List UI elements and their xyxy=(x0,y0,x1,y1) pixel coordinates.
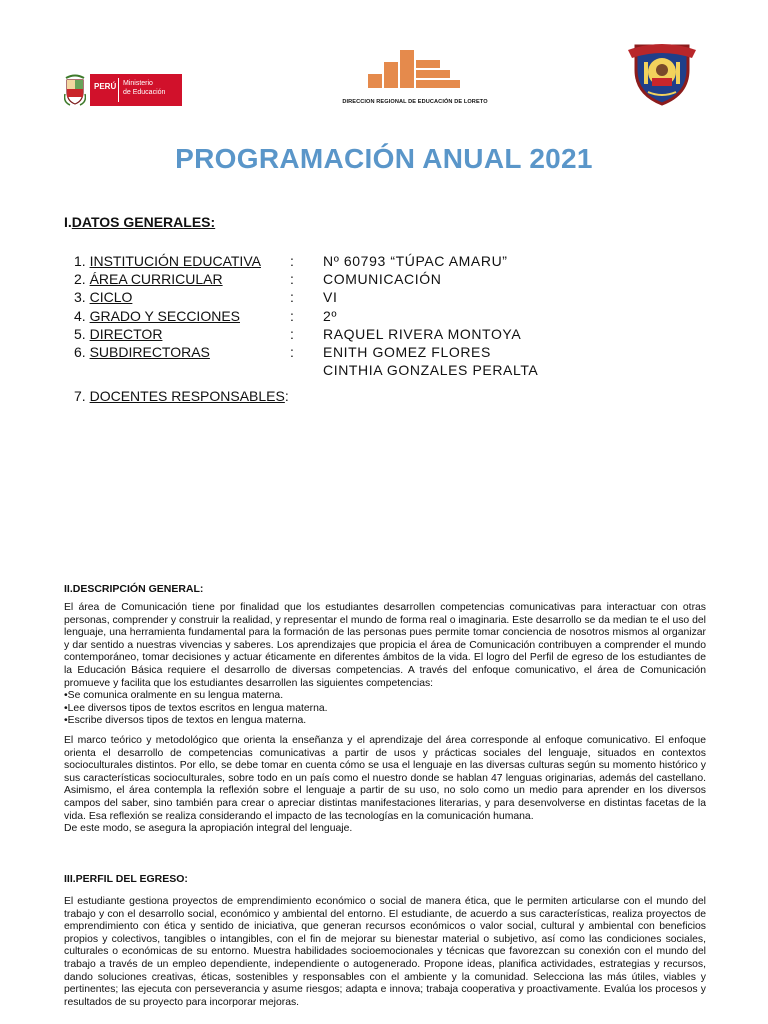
datos-row-label xyxy=(74,307,240,325)
datos-row-number: 2. xyxy=(74,271,86,288)
descripcion-paragraph-2: El marco teórico y metodológico que orienta la enseñanza y el aprendizaje del área corresponde al enfoque comunicativo. El enfoque orienta el desarrollo de competencias comunicativas a partir de usos y prácticas sociales del lenguaje, situados en contextos socioculturales distintos. Por ello, se debe tomar en cuenta cómo se usa el lenguaje en las diversas culturas según su momento histórico y sus características socioculturales, sobre todo en un país como el nuestro donde se hablan 47 lenguas originarias, además del castellano. Asimismo, el área contempla la reflexión sobre el lenguaje a partir de su uso, no solo como un medio para aprender en los diversos campos del saber, sino también para crear o apreciar distintas manifestaciones literarias, y para desenvolverse en distintas facetas de la vida. Esa reflexión se realiza considerando el impacto de las tecnologías en la comunicación humana. xyxy=(64,734,706,822)
competencia-item: •Lee diversos tipos de textos escritos en lengua materna. xyxy=(64,702,328,714)
peru-coat-of-arms-icon xyxy=(64,74,86,106)
descripcion-paragraph-3: De este modo, se asegura la apropiación integral del lenguaje. xyxy=(64,823,353,835)
datos-row-label xyxy=(74,270,223,288)
peru-divider xyxy=(118,78,119,102)
perfil-paragraph-1: El estudiante gestiona proyectos de emprendimiento económico o social de manera ética, que le permiten articularse con el mundo del trabajo y con el desarrollo social, económico y ambiental del entorno. El estudiante, de acuerdo a sus características, realiza proyectos de emprendimiento con ética y sentido de iniciativa, que generan recursos económicos o valor social, cultural y ambiental con beneficios propios y colectivos, tangibles o intangibles, con el fin de mejorar su bienestar material o subjetivo, así como las condiciones sociales, culturales o económicas de su entorno. Muestra habilidades socioemocionales y técnicas que favorezcan su conexión con el mundo del trabajo a través de un empleo dependiente, independiente o autogenerado. Propone ideas, planifica actividades, estrategias y recursos, dando soluciones creativas, éticas, sostenibles y responsables con el ambiente y la comunidad. Selecciona las más útiles, viables y pertinentes; las ejecuta con perseverancia y asume riesgos; adapta e innova; trabaja cooperativa y proactivamente. Evalúa los procesos y resultados de su proyecto para incorporar mejoras. xyxy=(64,896,706,1008)
section-descripcion-heading: II.DESCRIPCIÓN GENERAL: xyxy=(64,583,204,595)
descripcion-paragraph-1: El área de Comunicación tiene por finalidad que los estudiantes desarrollen competencias comunicativas para interactuar con otras personas, comprender y construir la realidad, y representar el mundo de forma real o imaginaria. Este desarrollo se da median te el uso del lenguaje, una herramienta fundamental para la formación de las personas pues permite tomar conciencia de nosotros mismos al organizar y dar sentido a nuestras vivencias y saberes. Los aprendizajes que propicia el área de Comunicación contribuyen a comprender el mundo contemporáneo, tomar decisiones y actuar éticamente en diferentes ámbitos de la vida. El logro del Perfil de egreso de los estudiantes de la Educación Básica requiere el desarrollo de diversas competencias. A través del enfoque comunicativo, el área de Comunicación promueve y facilita que los estudiantes desarrollen las siguientes competencias: xyxy=(64,602,706,689)
dre-loreto-logo-icon xyxy=(368,48,462,92)
datos-row-number: 4. xyxy=(74,307,86,324)
datos-row-label xyxy=(74,252,261,270)
datos-row-value: 2º xyxy=(323,307,338,324)
datos-row-label xyxy=(74,288,132,306)
ministerio-educacion-logo xyxy=(64,72,188,108)
ministry-line-2: de Educación xyxy=(123,89,166,96)
datos-row-number: 7. xyxy=(74,388,86,405)
datos-row-label-text: CICLO xyxy=(89,289,133,306)
datos-row-value: Nº 60793 “TÚPAC AMARU” xyxy=(323,253,508,269)
datos-row-label xyxy=(74,387,289,405)
datos-row-label-text: SUBDIRECTORAS xyxy=(89,343,210,360)
datos-row-separator: : xyxy=(290,307,294,324)
datos-row-label-text: DIRECTOR xyxy=(89,325,163,342)
page-title: PROGRAMACIÓN ANUAL 2021 xyxy=(175,143,593,174)
datos-row-value: RAQUEL RIVERA MONTOYA xyxy=(323,325,522,342)
datos-row-label xyxy=(74,343,210,361)
datos-row-separator: : xyxy=(290,325,294,342)
datos-row-separator: : xyxy=(290,253,294,269)
datos-row-value: CINTHIA GONZALES PERALTA xyxy=(323,362,539,379)
datos-row-value: COMUNICACIÓN xyxy=(323,271,442,288)
datos-row-separator: : xyxy=(290,271,294,288)
descripcion-body xyxy=(64,602,706,836)
datos-row-separator: : xyxy=(284,388,289,405)
peru-word: PERÚ xyxy=(94,82,117,91)
datos-row-label-text: DOCENTES RESPONSABLES xyxy=(89,388,285,405)
datos-row-value: ENITH GOMEZ FLORES xyxy=(323,343,491,360)
datos-row-label-text: GRADO Y SECCIONES xyxy=(89,307,240,324)
section-perfil-heading: III.PERFIL DEL EGRESO: xyxy=(64,873,188,885)
datos-row-separator: : xyxy=(290,343,294,360)
datos-row-label-text: INSTITUCIÓN EDUCATIVA xyxy=(89,253,261,269)
school-crest-icon xyxy=(622,40,702,106)
datos-row-number: 5. xyxy=(74,325,86,342)
section-prefix: I. xyxy=(64,214,72,230)
section-datos-generales-heading xyxy=(64,214,215,230)
datos-row-label xyxy=(74,325,162,343)
datos-row-number: 6. xyxy=(74,343,86,360)
datos-row-value: VI xyxy=(323,289,338,306)
datos-row-label-text: ÁREA CURRICULAR xyxy=(89,271,223,288)
perfil-body xyxy=(64,896,706,1009)
ministry-name xyxy=(123,79,181,97)
competencia-item: •Escribe diversos tipos de textos en lengua materna. xyxy=(64,715,307,727)
datos-row-number: 1. xyxy=(74,253,86,269)
ministry-line-1: Ministerio xyxy=(123,80,153,87)
section-heading-text: DATOS GENERALES: xyxy=(71,214,216,230)
competencia-item: •Se comunica oralmente en su lengua materna. xyxy=(64,690,284,702)
datos-row-number: 3. xyxy=(74,289,86,306)
datos-row-separator: : xyxy=(290,289,294,306)
dre-caption: DIRECCION REGIONAL DE EDUCACIÓN DE LORETO xyxy=(342,99,488,105)
